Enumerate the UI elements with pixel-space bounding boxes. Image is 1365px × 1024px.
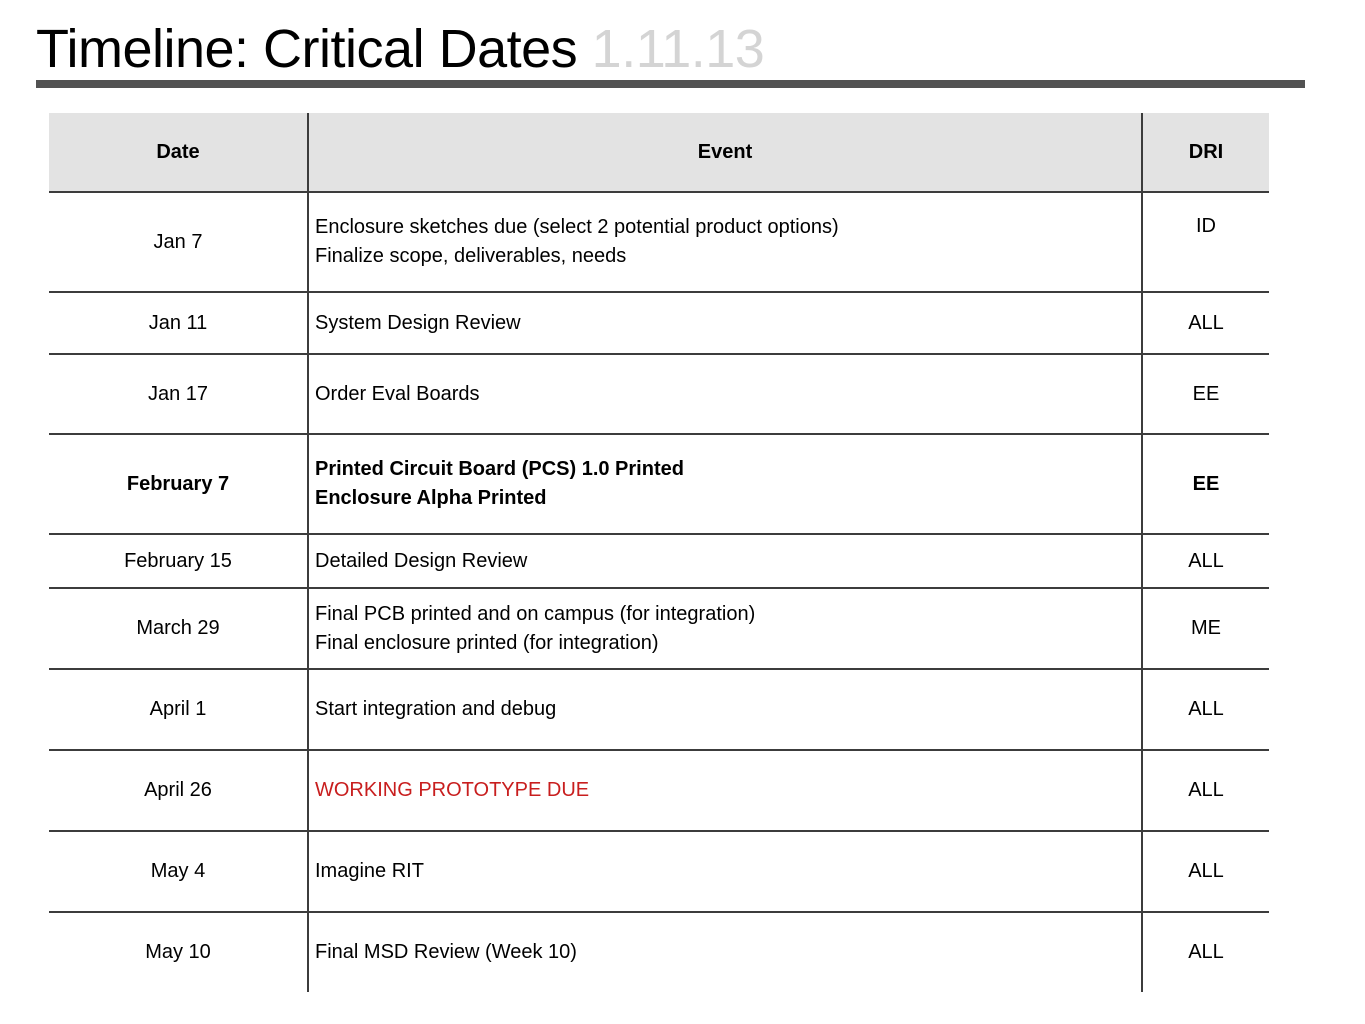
- table-row: [49, 192, 1269, 292]
- row-dri: ALL: [1188, 941, 1224, 963]
- table-row: [49, 354, 1269, 434]
- row-event: [308, 292, 1142, 354]
- event-line: Order Eval Boards: [315, 382, 480, 405]
- page-title: [36, 18, 764, 80]
- row-event: [308, 534, 1142, 588]
- event-line: Printed Circuit Board (PCS) 1.0 Printed: [315, 458, 684, 480]
- row-dri: ID: [1142, 192, 1269, 292]
- event-line: Final MSD Review (Week 10): [315, 941, 577, 963]
- row-event: [308, 912, 1142, 992]
- row-dri: EE: [1142, 354, 1269, 434]
- header-dri: DRI: [1142, 113, 1269, 192]
- row-date: Jan 7: [49, 192, 308, 292]
- table-row: [49, 534, 1269, 588]
- timeline-table: [49, 113, 1269, 992]
- row-event: [308, 669, 1142, 750]
- event-line-highlight: WORKING PROTOTYPE DUE: [315, 779, 590, 801]
- row-date: March 29: [49, 588, 308, 669]
- table-row: [49, 434, 1269, 534]
- row-date: April 1: [49, 669, 308, 750]
- event-line: Enclosure sketches due (select 2 potential product options): [315, 216, 839, 238]
- table-row: [49, 292, 1269, 354]
- row-dri: ALL: [1142, 750, 1269, 831]
- event-line: Finalize scope, deliverables, needs: [315, 245, 627, 267]
- event-line: Detailed Design Review: [315, 549, 528, 572]
- row-dri: ALL: [1142, 292, 1269, 354]
- row-dri: ALL: [1142, 534, 1269, 588]
- row-date: February 7: [49, 434, 308, 534]
- row-date: May 4: [49, 831, 308, 912]
- event-line: System Design Review: [315, 311, 521, 334]
- row-event: [308, 354, 1142, 434]
- row-dri: EE: [1142, 434, 1269, 534]
- row-date: February 15: [49, 534, 308, 588]
- table-row: [49, 912, 1269, 992]
- page-title-main: Timeline: Critical Dates: [36, 19, 578, 79]
- row-dri: ALL: [1142, 831, 1269, 912]
- table-header-row: [49, 113, 1269, 192]
- title-divider: [36, 80, 1305, 88]
- table-row: [49, 588, 1269, 669]
- row-date: May 10: [49, 912, 308, 992]
- row-date: Jan 11: [49, 292, 308, 354]
- header-date: Date: [49, 113, 308, 192]
- row-date: Jan 17: [49, 354, 308, 434]
- row-dri: ME: [1142, 588, 1269, 669]
- row-dri: ALL: [1142, 669, 1269, 750]
- event-line: Enclosure Alpha Printed: [315, 487, 547, 509]
- event-line: Start integration and debug: [315, 698, 557, 720]
- page-title-version: 1.11.13: [591, 19, 765, 79]
- event-line: Final enclosure printed (for integration): [315, 631, 659, 654]
- table-row: [49, 669, 1269, 750]
- row-date: April 26: [49, 750, 308, 831]
- event-line: Imagine RIT: [315, 860, 424, 882]
- row-event: [308, 192, 1142, 292]
- row-event: [308, 831, 1142, 912]
- table-row: [49, 750, 1269, 831]
- header-event: Event: [308, 113, 1142, 192]
- row-event: [308, 750, 1142, 831]
- row-event: [308, 434, 1142, 534]
- row-event: [308, 588, 1142, 669]
- table-row: [49, 831, 1269, 912]
- event-line: Final PCB printed and on campus (for integration): [315, 602, 756, 625]
